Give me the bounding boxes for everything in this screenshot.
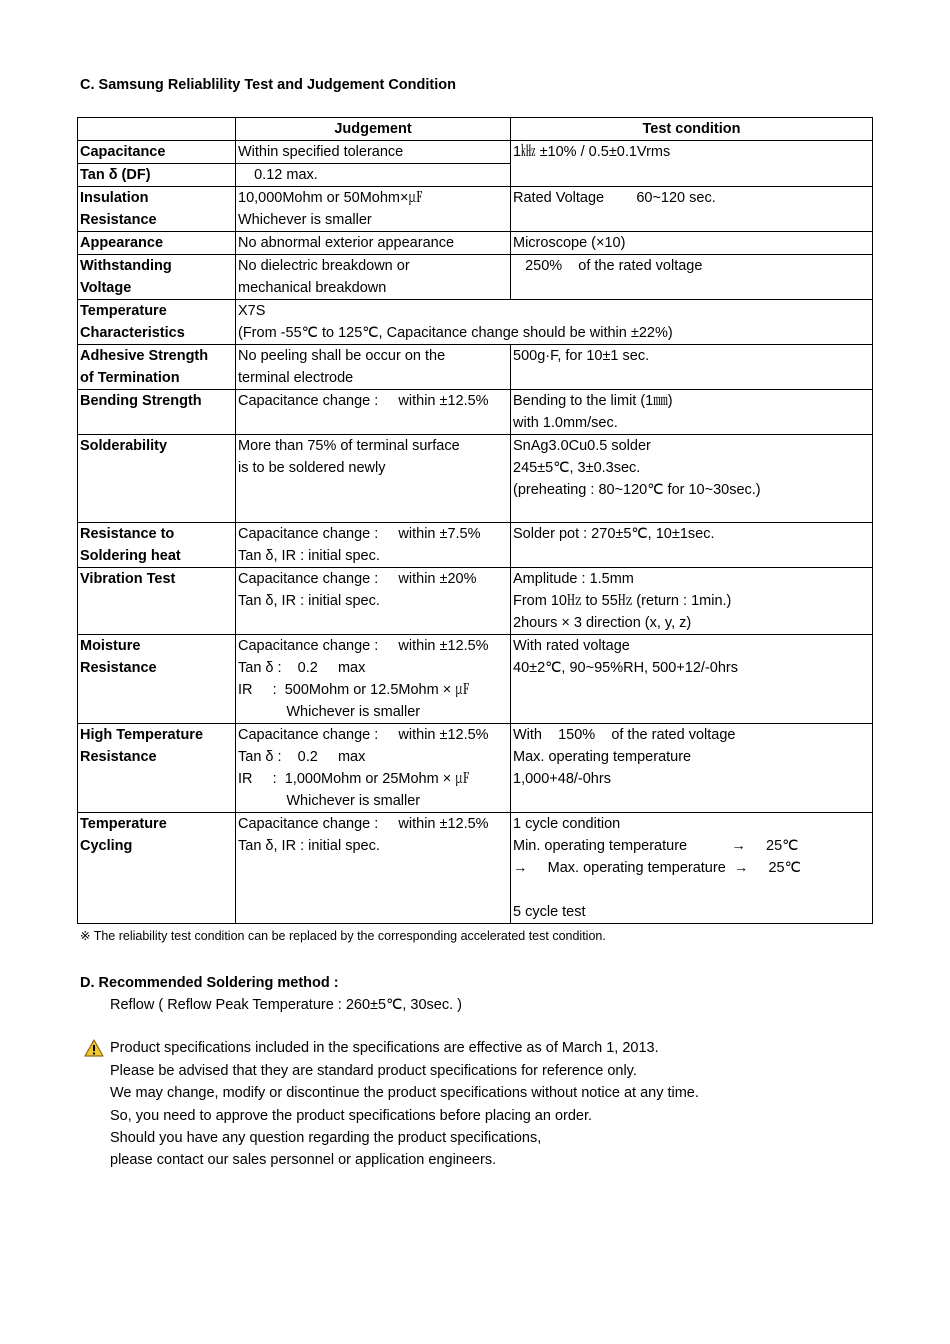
cell-line: Resistance — [80, 749, 157, 765]
row-judgement — [236, 232, 511, 255]
table-row — [78, 187, 873, 232]
cell-line: Bending to the limit (1㎜) — [513, 393, 673, 409]
row-judgement — [236, 255, 511, 300]
table-row — [78, 390, 873, 435]
row-test-condition — [511, 232, 873, 255]
cell-line: mechanical breakdown — [238, 280, 387, 296]
cell-line: Cycling — [80, 838, 133, 854]
cell-line: Solderability — [80, 438, 168, 454]
table-row — [78, 435, 873, 523]
cell-line: Withstanding — [80, 258, 172, 274]
cell-line: terminal electrode — [238, 370, 354, 386]
cell-line: Temperature — [80, 816, 167, 832]
table-row — [78, 232, 873, 255]
row-item — [78, 635, 236, 724]
row-judgement — [236, 164, 511, 187]
cell-line: No abnormal exterior appearance — [238, 235, 455, 251]
cell-line: Temperature — [80, 303, 167, 319]
notice-line: Should you have any question regarding the product specifications, — [110, 1130, 542, 1147]
row-judgement — [236, 568, 511, 635]
cell-line: Capacitance change : within ±12.5% — [238, 727, 489, 743]
cell-line: 0.12 max. — [238, 167, 318, 183]
row-judgement — [236, 345, 511, 390]
cell-line: With 150% of the rated voltage — [513, 727, 736, 743]
cell-line: Moisture — [80, 638, 141, 654]
cell-line: Voltage — [80, 280, 132, 296]
cell-line: 1 cycle condition — [513, 816, 621, 832]
notice-line: please contact our sales personnel or application engineers. — [110, 1152, 497, 1169]
row-item — [78, 300, 236, 345]
row-judgement — [236, 300, 873, 345]
cell-line: Insulation — [80, 190, 149, 206]
header-item — [78, 118, 236, 141]
cell-line: 10,000Mohm or 50Mohm×㎌ — [238, 190, 423, 206]
cell-line: Microscope (×10) — [513, 235, 626, 251]
cell-line: Tan δ : 0.2 max — [238, 749, 366, 765]
section-d-text: Reflow ( Reflow Peak Temperature : 260±5℃, 30sec. ) — [110, 997, 462, 1013]
section-d-title: D. Recommended Soldering method : — [80, 975, 339, 991]
cell-line: High Temperature — [80, 727, 204, 743]
row-test-condition — [511, 141, 873, 187]
cell-line: No peeling shall be occur on the — [238, 348, 446, 364]
table-row — [78, 635, 873, 724]
row-item — [78, 390, 236, 435]
table-header-row — [78, 118, 873, 141]
cell-line: 2hours × 3 direction (x, y, z) — [513, 615, 692, 631]
cell-line: Whichever is smaller — [238, 704, 421, 720]
cell-line: Resistance to — [80, 526, 175, 542]
cell-line: Rated Voltage 60~120 sec. — [513, 190, 716, 206]
cell-line: Tan δ (DF) — [80, 167, 151, 183]
cell-line: Amplitude : 1.5mm — [513, 571, 634, 587]
row-test-condition — [511, 255, 873, 300]
row-test-condition — [511, 345, 873, 390]
cell-line: Resistance — [80, 212, 157, 228]
cell-line: IR : 1,000Mohm or 25Mohm × ㎌ — [238, 771, 470, 787]
row-test-condition — [511, 187, 873, 232]
notice-line: We may change, modify or discontinue the product specifications without notice at any time. — [110, 1085, 699, 1102]
cell-line: Soldering heat — [80, 548, 181, 564]
cell-line: Tan δ, IR : initial spec. — [238, 593, 380, 609]
cell-line: X7S — [238, 303, 266, 319]
cell-line: Max. operating temperature — [513, 749, 692, 765]
row-item — [78, 232, 236, 255]
notice-block — [0, 1037, 950, 1171]
cell-line: 1㎑ ±10% / 0.5±0.1Vrms — [513, 144, 671, 160]
cell-line: Resistance — [80, 660, 157, 676]
row-item — [78, 568, 236, 635]
cell-line: SnAg3.0Cu0.5 solder — [513, 438, 651, 454]
notice-line: So, you need to approve the product specifications before placing an order. — [110, 1107, 593, 1124]
cell-line: More than 75% of terminal surface — [238, 438, 460, 454]
row-judgement — [236, 390, 511, 435]
cell-line: (preheating : 80~120℃ for 10~30sec.) — [513, 482, 761, 498]
table-row — [78, 300, 873, 345]
row-item — [78, 435, 236, 523]
table-row — [78, 141, 873, 164]
cell-line: Capacitance change : within ±12.5% — [238, 393, 489, 409]
table-row — [78, 724, 873, 813]
cell-line: Appearance — [80, 235, 164, 251]
cell-line: 1,000+48/-0hrs — [513, 771, 611, 787]
section-d — [0, 974, 950, 1016]
row-item — [78, 255, 236, 300]
row-judgement — [236, 523, 511, 568]
row-item — [78, 813, 236, 924]
cell-line: 5 cycle test — [513, 904, 586, 920]
cell-line: Whichever is smaller — [238, 793, 421, 809]
cell-line: With rated voltage — [513, 638, 630, 654]
cell-line: Capacitance — [80, 144, 166, 160]
cell-line: 245±5℃, 3±0.3sec. — [513, 460, 641, 476]
row-item — [78, 345, 236, 390]
cell-line: Solder pot : 270±5℃, 10±1sec. — [513, 526, 715, 542]
cell-line: Adhesive Strength — [80, 348, 209, 364]
row-judgement — [236, 435, 511, 523]
row-test-condition — [511, 635, 873, 724]
row-judgement — [236, 635, 511, 724]
cell-line: Capacitance change : within ±12.5% — [238, 638, 489, 654]
cell-line: Characteristics — [80, 325, 185, 341]
row-item — [78, 523, 236, 568]
notice-line: Please be advised that they are standard product specifications for reference only. — [110, 1062, 637, 1079]
notice-line: Product specifications included in the specifications are effective as of March 1, 2013. — [110, 1040, 659, 1057]
cell-line: → Max. operating temperature → 25℃ — [513, 860, 801, 876]
cell-line: Capacitance change : within ±20% — [238, 571, 477, 587]
header-judgement: Judgement — [236, 118, 511, 141]
footnote: ※ The reliability test condition can be replaced by the corresponding accelerated test condition. — [80, 929, 606, 943]
cell-line: (From -55℃ to 125℃, Capacitance change should be within ±22%) — [238, 325, 673, 341]
cell-line: Capacitance change : within ±12.5% — [238, 816, 489, 832]
cell-line: with 1.0mm/sec. — [513, 415, 618, 431]
cell-line: of Termination — [80, 370, 180, 386]
row-judgement — [236, 187, 511, 232]
cell-line: Vibration Test — [80, 571, 176, 587]
cell-line — [513, 879, 870, 901]
cell-line: Tan δ, IR : initial spec. — [238, 548, 380, 564]
row-test-condition — [511, 523, 873, 568]
table-row — [78, 568, 873, 635]
row-test-condition — [511, 813, 873, 924]
cell-line: Tan δ : 0.2 max — [238, 660, 366, 676]
cell-line: Min. operating temperature → 25℃ — [513, 838, 799, 854]
row-test-condition — [511, 568, 873, 635]
cell-line: IR : 500Mohm or 12.5Mohm × ㎌ — [238, 682, 470, 698]
reliability-table — [77, 117, 873, 924]
table-row — [78, 345, 873, 390]
cell-line: No dielectric breakdown or — [238, 258, 410, 274]
cell-line: 40±2℃, 90~95%RH, 500+12/-0hrs — [513, 660, 738, 676]
header-test-condition: Test condition — [511, 118, 873, 141]
row-judgement — [236, 813, 511, 924]
cell-line: Tan δ, IR : initial spec. — [238, 838, 380, 854]
row-test-condition — [511, 724, 873, 813]
cell-line: 500g·F, for 10±1 sec. — [513, 348, 650, 364]
row-item — [78, 141, 236, 164]
table-row — [78, 523, 873, 568]
table-row — [78, 255, 873, 300]
section-c-title: C. Samsung Reliablility Test and Judgement Condition — [80, 77, 456, 93]
row-test-condition — [511, 435, 873, 523]
row-item — [78, 187, 236, 232]
row-test-condition — [511, 390, 873, 435]
table-row — [78, 813, 873, 924]
cell-line: From 10㎐ to 55㎐ (return : 1min.) — [513, 593, 732, 609]
cell-line: Capacitance change : within ±7.5% — [238, 526, 481, 542]
cell-line: Within specified tolerance — [238, 144, 404, 160]
row-judgement — [236, 724, 511, 813]
warning-icon — [84, 1039, 104, 1057]
row-judgement — [236, 141, 511, 164]
row-item — [78, 164, 236, 187]
cell-line: 250% of the rated voltage — [513, 258, 703, 274]
cell-line: Bending Strength — [80, 393, 202, 409]
cell-line: Whichever is smaller — [238, 212, 372, 228]
row-item — [78, 724, 236, 813]
cell-line: is to be soldered newly — [238, 460, 386, 476]
